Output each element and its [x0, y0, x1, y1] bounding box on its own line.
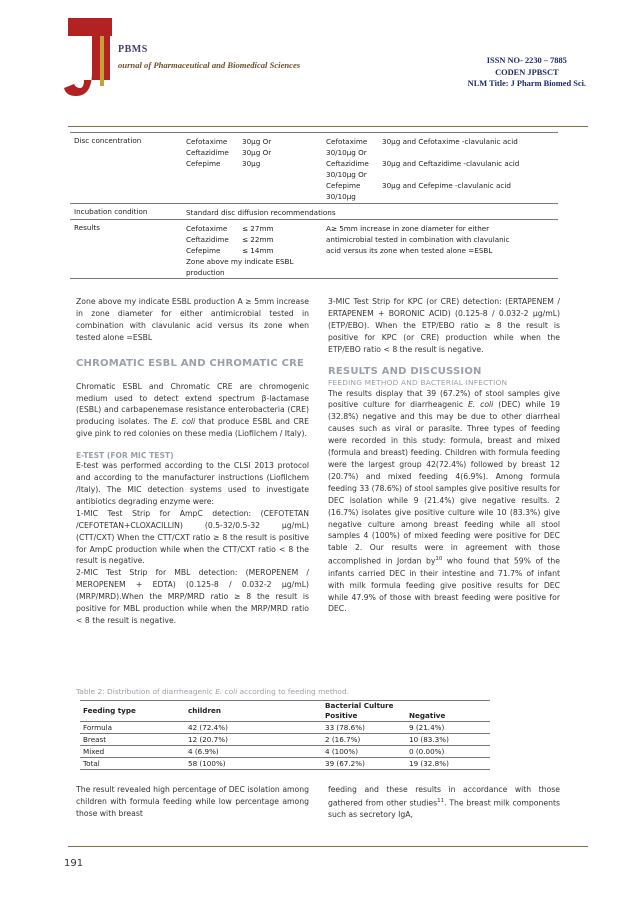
section-heading: RESULTS AND DISCUSSION: [328, 365, 482, 377]
cell: 9 (21.4%): [409, 723, 445, 732]
list-item: Ceftazidime ≤ 22mm: [186, 235, 274, 244]
cell: 58 (100%): [188, 759, 226, 768]
list-item: Cefepime ≤ 14mm: [186, 246, 274, 255]
method-table: [70, 132, 558, 279]
cell: 10 (83.3%): [409, 735, 449, 744]
list-item: 30/10µg: [326, 192, 356, 201]
publisher-brand: PBMS: [118, 44, 148, 55]
cell: 42 (72.4%): [188, 723, 228, 732]
list-item: 30/10µg Or: [326, 148, 367, 157]
bottom-left-paragraph: [76, 784, 309, 820]
table-row: [80, 734, 490, 746]
list-item: Ceftazidime 30µg and Ceftazidime -clavulanic acid: [326, 159, 520, 168]
paragraph: Chromatic ESBL and Chromatic CRE are chromogenic medium used to detect extend spectrum β-lactamase (ESBL) and carbapenemase resistance enterobacteria (CRE) producing isolates. The E. coli that produce ESBL and CRE give pink to red colonies on these media (Liofilchem / Italy).: [76, 381, 309, 439]
paragraph: The result revealed high percentage of DEC isolation among children with formula feeding while low percentage among those with breast: [76, 785, 309, 818]
paragraph: 3-MIC Test Strip for KPC (or CRE) detection: (ERTAPENEM / ERTAPENEM + BORONIC ACID) (0.125-8 / 0.032-2 µg/mL) (ETP/EBO). When the ETP/EBO ratio ≥ 8 the result is positive for KPC (or CRE) production while when the ETP/EBO ratio < 8 the result is negative.: [328, 297, 560, 354]
column-header: Feeding type: [83, 706, 136, 715]
row-value: Standard disc diffusion recommendations: [186, 208, 336, 217]
list-item: Ceftazidime 30µg Or: [186, 148, 272, 157]
combo-disc-list: [326, 136, 556, 202]
list-item: Cefepime 30µg: [186, 159, 261, 168]
paragraph: 2-MIC Test Strip for MBL detection: (MEROPENEM / MEROPENEM + EDTA) (0.125-8 / 0.032-2 µg/mL) (MRP/MRD).When the MRP/MRD ratio ≥ 8 the result is positive for MBL production while when the MRP/MRD ratio < 8 the result is negative.: [76, 568, 309, 625]
cell: 0 (0.00%): [409, 747, 445, 756]
bottom-right-paragraph: [328, 784, 560, 821]
list-item: Cefotaxime 30µg and Cefotaxime -clavulanic acid: [326, 137, 518, 146]
table-row: [80, 758, 490, 770]
cell: 4 (6.9%): [188, 747, 219, 756]
zone-note: Zone above my indicate ESBL production: [186, 257, 294, 277]
cell: 19 (32.8%): [409, 759, 449, 768]
table-row: [80, 722, 490, 734]
cell: Total: [83, 759, 100, 768]
subsection-heading: E-TEST (FOR MIC TEST): [76, 451, 174, 461]
zone-list: [186, 223, 326, 278]
cell: 39 (67.2%): [325, 759, 365, 768]
paragraph: The results display that 39 (67.2%) of stool samples give positive culture for diarrheagenic E. coli (DEC) while 19 (32.8%) negative and this may be due to other diarrheal causes such as viral or parasite. Three types of feeding were recorded in this study: formula, breast and mixed (formula and breast) feeding. Children with formula feeding were the largest group 42(72.4%) followed by breast 12 (20.7%) and mixed feeding 4(6.9%). Among formula feeding 33 (78.6%) of stool samples give positive results for DEC isolation while 9 (21.4%) give negative results. 2 (16.7%) isolates give positive culture wile 10 (83.3%) give negative culture among breast feeding while all stool samples 4 (100%) of mixed feeding were positive for DEC table 2. Our results were in agreement with those accomplished in Jordan $by^{10}$ who found that 59% of the infants carried DEC in their intestine and 71.7% of infant with milk formula feeding give positive results for DEC while 47.9% of those with breast feeding were positive for DEC.: [328, 388, 560, 614]
cell: 4 (100%): [325, 747, 359, 756]
list-item: Cefotaxime 30µg Or: [186, 137, 272, 146]
paragraph: 1-MIC Test Strip for AmpC detection: (CEFOTETAN /CEFOTETAN+CLOXACILLIN) (0.5-32/0.5-32 µg/mL) (CTT/CXT) When the CTT/CXT ratio ≥ 8 the result is positive for AmpC production while when the CTT/CXT ratio < 8 the result is negative.: [76, 508, 309, 566]
header-rule: [68, 126, 588, 127]
table-header: [80, 700, 490, 722]
journal-j-logo: [62, 14, 116, 100]
paragraph: E-test was performed according to the CLSI 2013 protocol and according to the manufacturer instructions (Liofilchem /Italy). The MIC detection systems used to investigate antibiotics degrading enzyme were:: [76, 461, 309, 506]
column-header: Positive: [325, 711, 358, 720]
cell: Breast: [83, 735, 107, 744]
table-row: [70, 204, 558, 220]
nlm-title: NLM Title: J Pharm Biomed Sci.: [467, 79, 586, 88]
cell: 2 (16.7%): [325, 735, 361, 744]
issn: ISSN NO- 2230 – 7885: [486, 56, 567, 65]
esbl-criterion: A≥ 5mm increase in zone diameter for either antimicrobial tested in combination with clavulanic acid versus its zone when tested alone =ESBL: [326, 224, 510, 255]
disc-list: [186, 136, 326, 169]
table-row: [80, 746, 490, 758]
list-item: 30/10µg Or: [326, 170, 367, 179]
page-number: 191: [64, 858, 84, 869]
footer-rule: [68, 846, 588, 847]
table-row: [70, 220, 558, 279]
row-label: Incubation condition: [74, 207, 148, 216]
paragraph: Zone above my indicate ESBL production A ≥ 5mm increase in zone diameter for either antimicrobial tested in combination with clavulanic acid versus its zone when tested alone =ESBL: [76, 297, 309, 342]
feeding-table: [80, 700, 490, 770]
list-item: Cefepime 30µg and Cefepime -clavulanic acid: [326, 181, 511, 190]
table-row: [70, 132, 558, 204]
row-label: Results: [74, 223, 100, 232]
list-item: Cefotaxime ≤ 27mm: [186, 224, 274, 233]
cell: Formula: [83, 723, 113, 732]
left-column: [76, 296, 309, 627]
section-heading: CHROMATIC ESBL AND CHROMATIC CRE: [76, 357, 305, 369]
coden: CODEN JPBSCT: [495, 67, 559, 77]
right-column: [328, 296, 560, 615]
journal-name: ournal of Pharmaceutical and Biomedical Sciences: [118, 60, 301, 70]
column-header: children: [188, 706, 221, 715]
table-caption: Table 2: Distribution of diarrheagenic E. coli according to feeding method.: [76, 687, 349, 696]
row-label: Disc concentration: [74, 136, 142, 145]
cell: 33 (78.6%): [325, 723, 365, 732]
subsection-heading: FEEDING METHOD AND BACTERIAL INFECTION: [328, 377, 508, 387]
paragraph: feeding and these results in accordance with those gathered from other studies$^{11}$. The breast milk components such as secretory IgA,: [328, 785, 560, 820]
cell: Mixed: [83, 747, 105, 756]
cell: 12 (20.7%): [188, 735, 228, 744]
column-header: Bacterial Culture: [325, 701, 394, 710]
column-header: Negative: [409, 711, 446, 720]
journal-identifiers: [468, 55, 586, 90]
